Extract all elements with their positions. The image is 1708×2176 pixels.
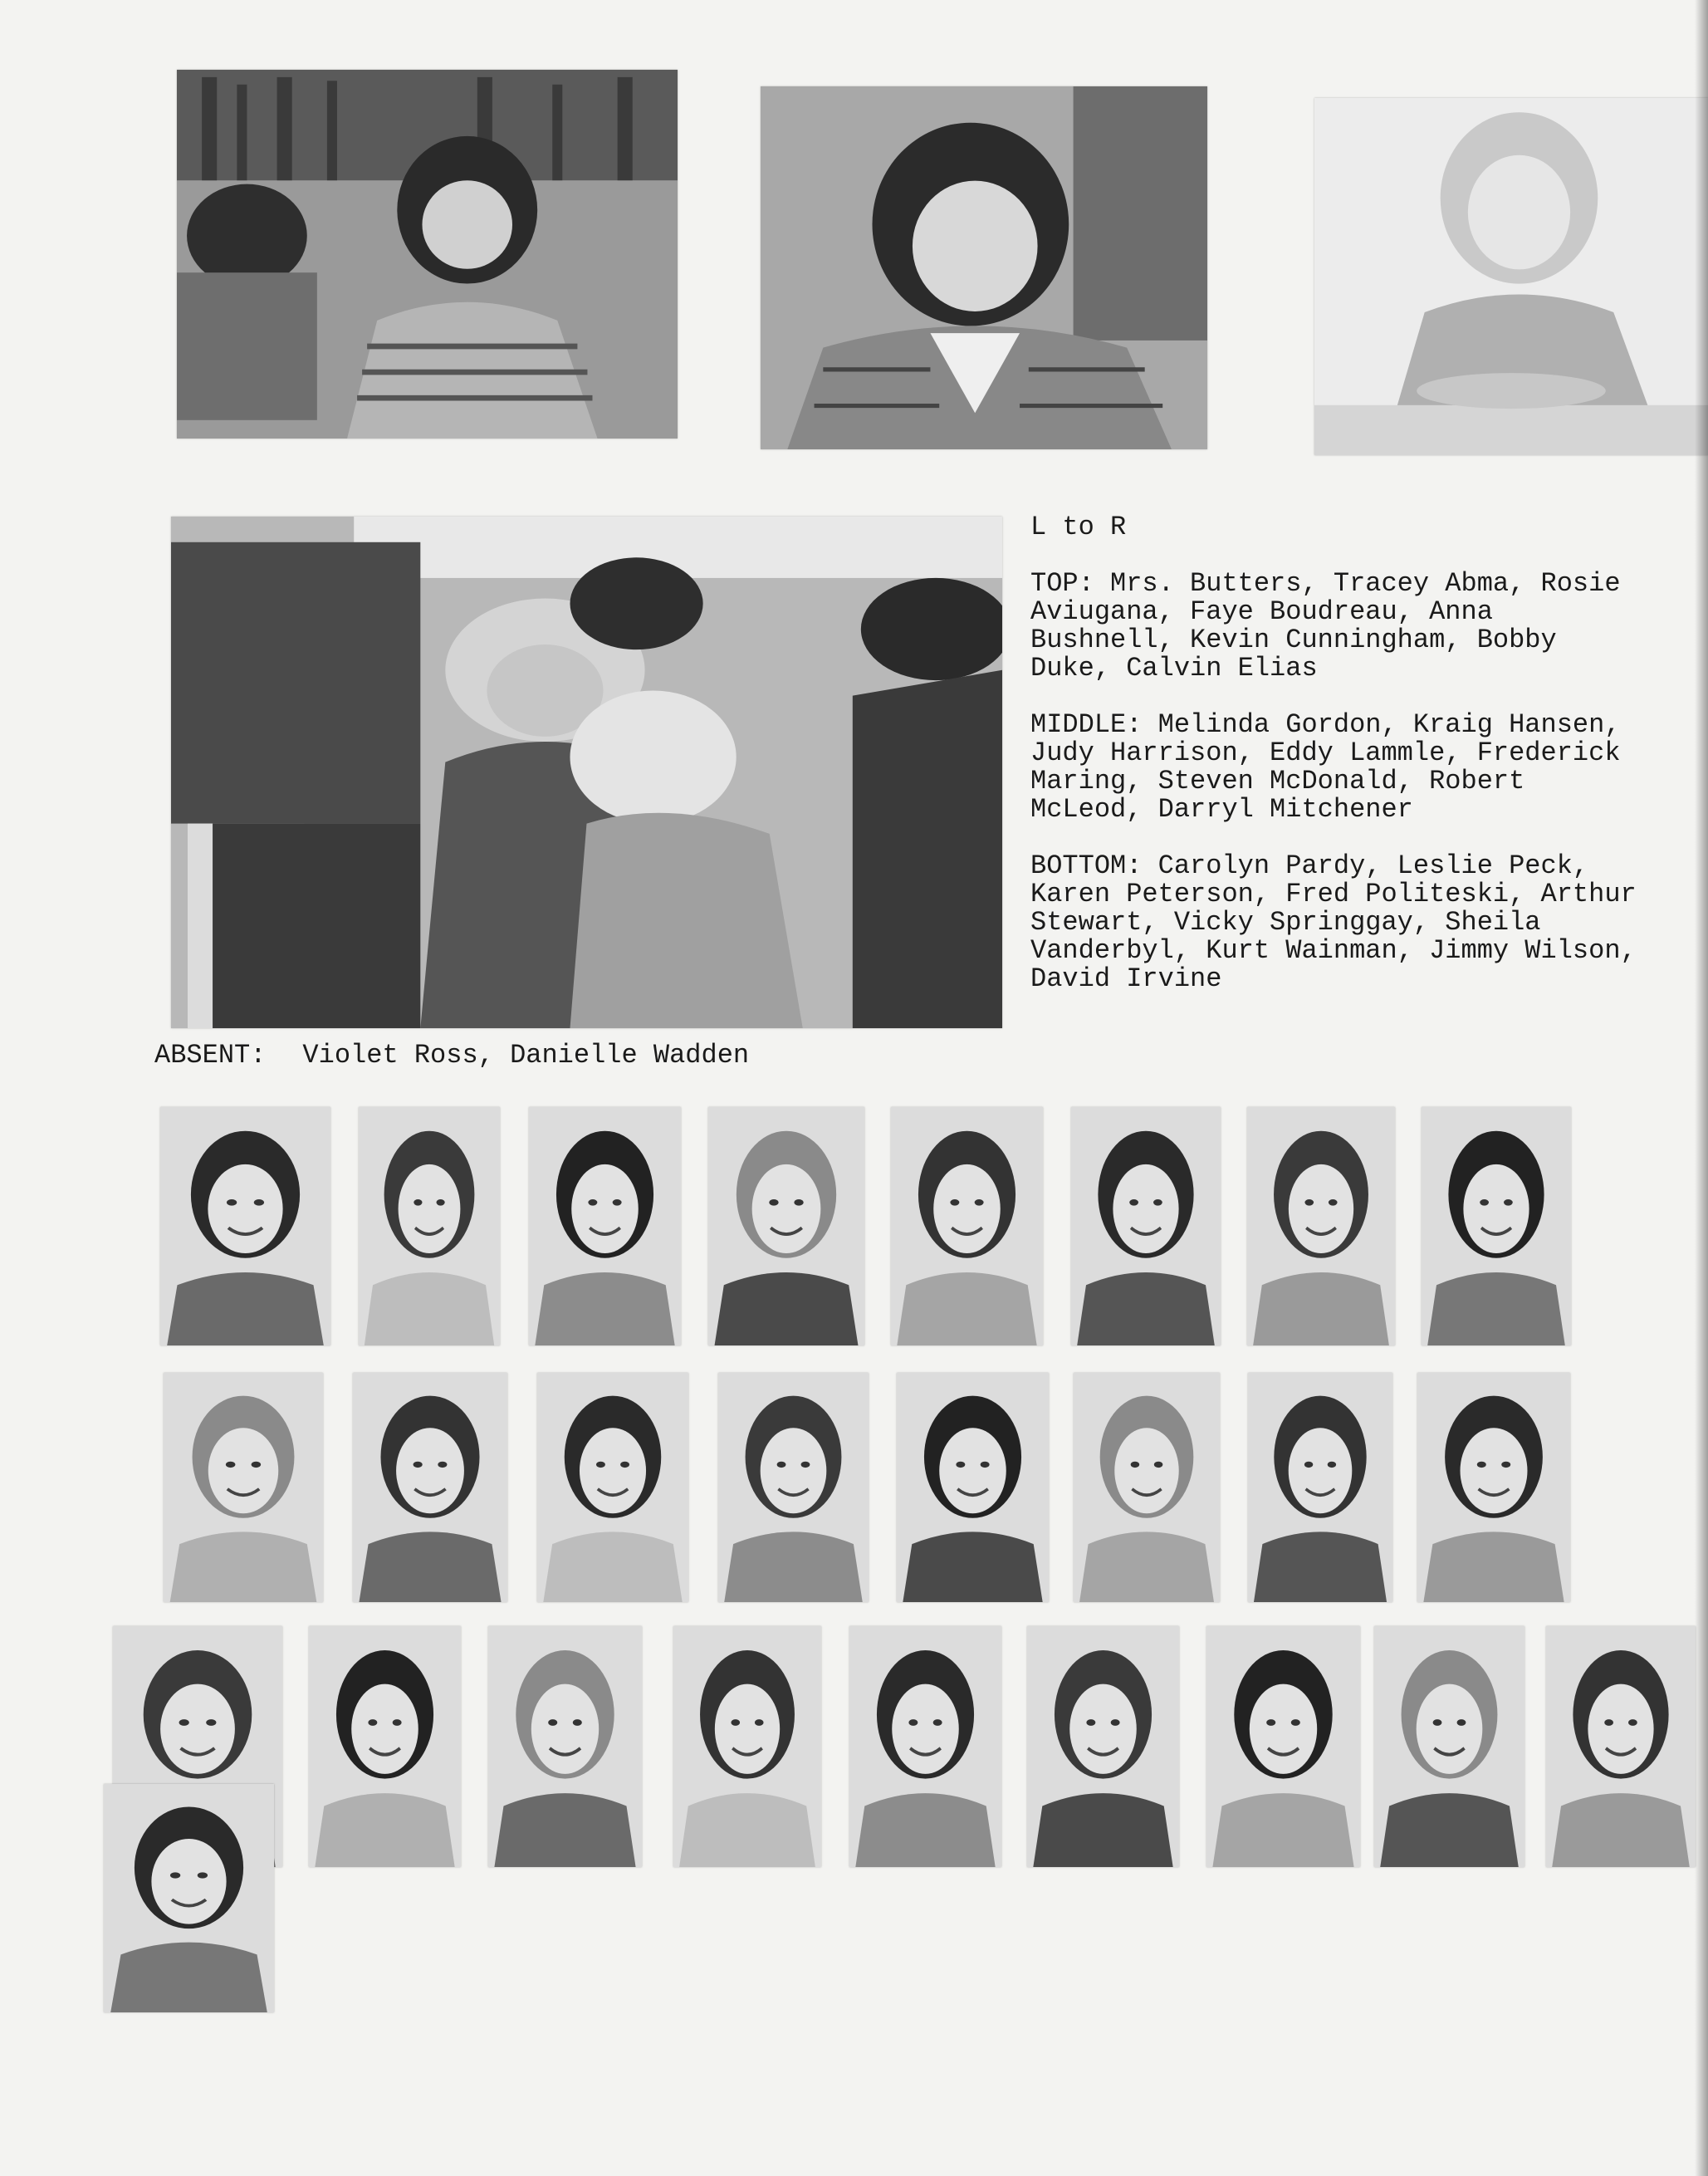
caption-heading: L to R <box>1030 512 1127 542</box>
absent-label: ABSENT: <box>154 1040 267 1071</box>
portrait-frederick-maring <box>897 1373 1049 1602</box>
portrait-robert-mcleod <box>1248 1373 1392 1602</box>
caption-middle-row: MIDDLE: Melinda Gordon, Kraig Hansen, Judy Harrison, Eddy Lammle, Frederick Maring, Steven McDonald, Robert McLeod, Darryl Mitchener <box>1030 709 1621 825</box>
candid-photo-boy-smiling <box>761 86 1207 449</box>
portrait-karen-peterson <box>488 1626 642 1867</box>
portrait-judy-harrison <box>537 1373 688 1602</box>
portrait-darryl-mitchener <box>1417 1373 1570 1602</box>
portrait-leslie-peck <box>309 1626 461 1867</box>
absent-names: Violet Ross, Danielle Wadden <box>302 1040 750 1071</box>
candid-photo-children-in-cloakroom <box>171 517 1002 1028</box>
caption-bottom-row: BOTTOM: Carolyn Pardy, Leslie Peck, Karen Peterson, Fred Politeski, Arthur Stewart, Vicky Springgay, Sheila Vanderbyl, Kurt Wainman, Jimmy Wilson, David Irvine <box>1030 850 1637 994</box>
class-caption <box>1030 513 1645 1022</box>
portrait-vicky-springgay <box>1027 1626 1179 1867</box>
candid-photo-girl-at-desk <box>1314 98 1708 455</box>
portrait-david-irvine <box>104 1784 274 2012</box>
candid-photo-girl-at-bookshelf <box>177 70 678 439</box>
portrait-bobby-duke <box>1247 1107 1395 1345</box>
absent-line <box>154 1040 749 1071</box>
portrait-jimmy-wilson <box>1546 1626 1696 1867</box>
page-edge-shadow <box>1695 0 1708 2176</box>
portrait-faye-boudreau <box>708 1107 864 1345</box>
portrait-kevin-cunningham <box>1071 1107 1221 1345</box>
portrait-arthur-stewart <box>849 1626 1001 1867</box>
portrait-calvin-elias <box>1422 1107 1571 1345</box>
portrait-anna-bushnell <box>891 1107 1043 1345</box>
portrait-kraig-hansen <box>353 1373 507 1602</box>
caption-top-row: TOP: Mrs. Butters, Tracey Abma, Rosie Aviugana, Faye Boudreau, Anna Bushnell, Kevin Cunningham, Bobby Duke, Calvin Elias <box>1030 568 1621 684</box>
portrait-steven-mcdonald <box>1074 1373 1220 1602</box>
portrait-sheila-vanderbyl <box>1206 1626 1360 1867</box>
portrait-melinda-gordon <box>164 1373 323 1602</box>
portrait-fred-politeski <box>673 1626 821 1867</box>
portrait-tracey-abma <box>359 1107 500 1345</box>
portrait-rosie-aviugana <box>529 1107 681 1345</box>
portrait-eddy-lammle <box>718 1373 869 1602</box>
portrait-kurt-wainman <box>1374 1626 1524 1867</box>
portrait-mrs-butters <box>160 1107 330 1345</box>
